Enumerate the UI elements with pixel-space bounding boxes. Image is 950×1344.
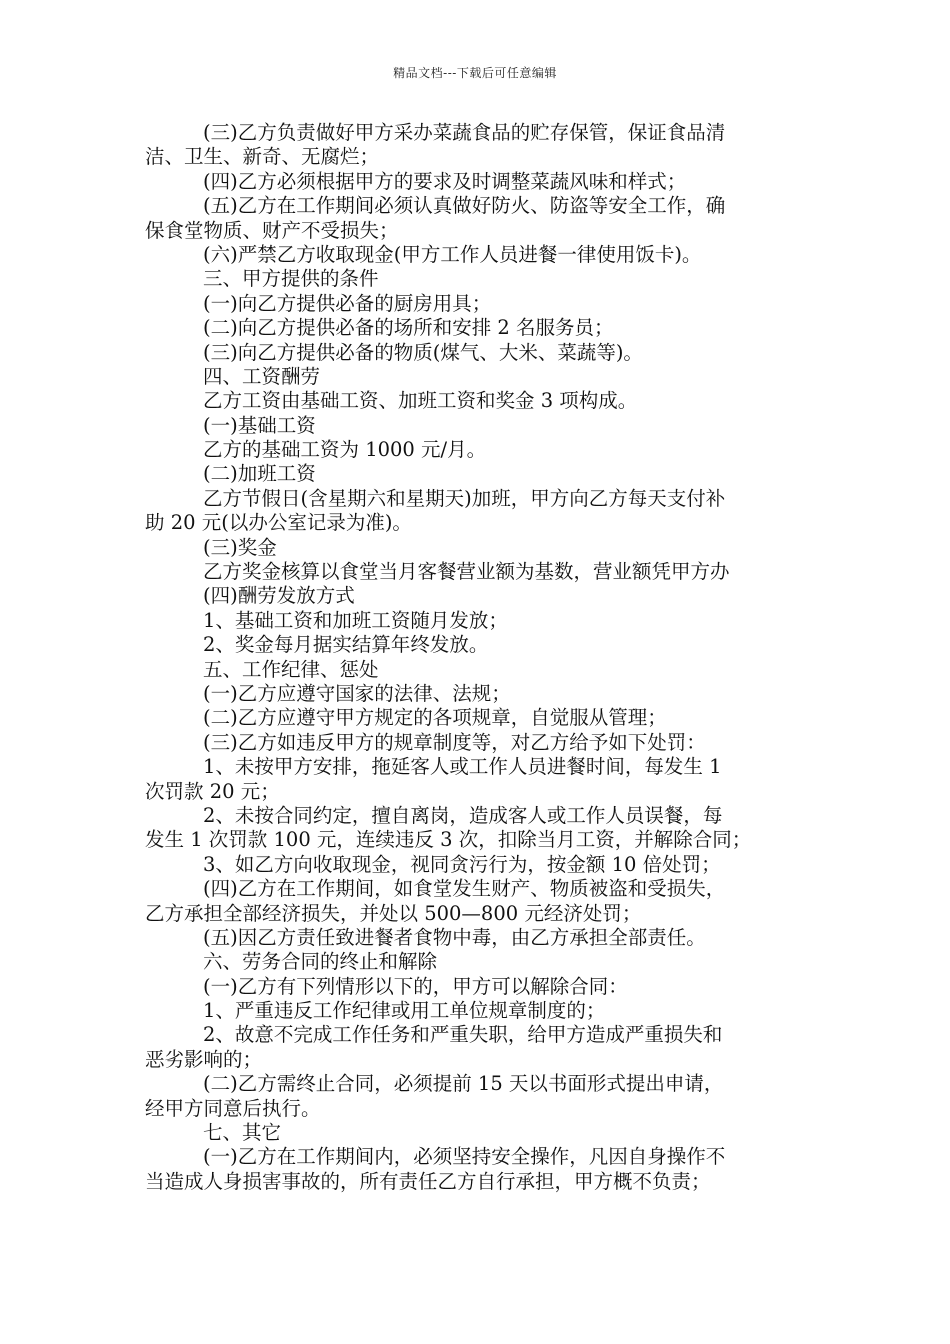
paragraph-line: 乙方节假日(含星期六和星期天)加班，甲方向乙方每天支付补 xyxy=(203,486,726,510)
paragraph-line: 三、甲方提供的条件 xyxy=(203,267,379,291)
paragraph-line: 七、其它 xyxy=(203,1121,282,1145)
paragraph-line: 2、奖金每月据实结算年终发放。 xyxy=(203,633,489,657)
paragraph-line: 2、未按合同约定，擅自离岗，造成客人或工作人员误餐，每 xyxy=(203,803,723,827)
paragraph-line: (五)因乙方责任致进餐者食物中毒，由乙方承担全部责任。 xyxy=(203,925,706,949)
paragraph-line: 保食堂物质、财产不受损失； xyxy=(145,218,399,242)
paragraph-line: (二)乙方应遵守甲方规定的各项规章，自觉服从管理； xyxy=(203,706,667,730)
paragraph-line: (三)向乙方提供必备的物质(煤气、大米、菜蔬等)。 xyxy=(203,340,643,364)
paragraph-line: 四、工资酬劳 xyxy=(203,364,321,388)
paragraph-line: 恶劣影响的； xyxy=(145,1047,263,1071)
paragraph-line: (一)乙方应遵守国家的法律、法规； xyxy=(203,681,511,705)
paragraph-line: 五、工作纪律、惩处 xyxy=(203,657,379,681)
paragraph-line: (二)向乙方提供必备的场所和安排 2 名服务员； xyxy=(203,316,614,340)
paragraph-line: (三)乙方如违反甲方的规章制度等，对乙方给予如下处罚： xyxy=(203,730,706,754)
paragraph-line: (二)加班工资 xyxy=(203,462,316,486)
paragraph-line: 乙方的基础工资为 1000 元/月。 xyxy=(203,438,487,462)
paragraph-line: 1、未按甲方安排，拖延客人或工作人员进餐时间，每发生 1 xyxy=(203,755,722,779)
paragraph-line: 助 20 元(以办公室记录为准)。 xyxy=(145,511,412,535)
paragraph-line: 乙方奖金核算以食堂当月客餐营业额为基数，营业额凭甲方办 xyxy=(203,560,730,584)
paragraph-line: 六、劳务合同的终止和解除 xyxy=(203,950,438,974)
paragraph-line: 乙方工资由基础工资、加班工资和奖金 3 项构成。 xyxy=(203,389,638,413)
paragraph-line: (四)酬劳发放方式 xyxy=(203,584,355,608)
paragraph-line: (六)严禁乙方收取现金(甲方工作人员进餐一律使用饭卡)。 xyxy=(203,242,702,266)
paragraph-line: 洁、卫生、新奇、无腐烂； xyxy=(145,145,380,169)
paragraph-line: 2、故意不完成工作任务和严重失职，给甲方造成严重损失和 xyxy=(203,1023,723,1047)
paragraph-line: 经甲方同意后执行。 xyxy=(145,1096,321,1120)
paragraph-line: (一)乙方有下列情形以下的，甲方可以解除合同： xyxy=(203,974,628,998)
paragraph-line: (四)乙方必须根据甲方的要求及时调整菜蔬风味和样式； xyxy=(203,169,687,193)
paragraph-line: (三)乙方负责做好甲方采办菜蔬食品的贮存保管，保证食品清 xyxy=(203,121,726,144)
paragraph-line: 次罚款 20 元； xyxy=(145,779,280,803)
paragraph-line: 当造成人身损害事故的，所有责任乙方自行承担，甲方概不负责； xyxy=(145,1169,711,1193)
paragraph-line: (三)奖金 xyxy=(203,535,277,559)
paragraph-line: (一)向乙方提供必备的厨房用具； xyxy=(203,291,492,315)
document-body xyxy=(145,121,810,1194)
paragraph-line: (二)乙方需终止合同，必须提前 15 天以书面形式提出申请， xyxy=(203,1072,724,1096)
paragraph-line: (五)乙方在工作期间必须认真做好防火、防盗等安全工作，确 xyxy=(203,194,726,218)
paragraph-line: 1、严重违反工作纪律或用工单位规章制度的； xyxy=(203,999,606,1023)
paragraph-line: (一)乙方在工作期间内，必须坚持安全操作，凡因自身操作不 xyxy=(203,1145,726,1169)
paragraph-line: 发生 1 次罚款 100 元，连续违反 3 次，扣除当月工资，并解除合同； xyxy=(145,828,752,852)
paragraph-line: 1、基础工资和加班工资随月发放； xyxy=(203,608,508,632)
paragraph-line: 乙方承担全部经济损失，并处以 500—800 元经济处罚； xyxy=(145,901,642,925)
paragraph-line: 3、如乙方向收取现金，视同贪污行为，按金额 10 倍处罚； xyxy=(203,852,721,876)
paragraph-line: (四)乙方在工作期间，如食堂发生财产、物质被盗和受损失， xyxy=(203,877,726,901)
page-header: 精品文档---下载后可任意编辑 xyxy=(393,66,557,80)
paragraph-line: (一)基础工资 xyxy=(203,413,316,437)
